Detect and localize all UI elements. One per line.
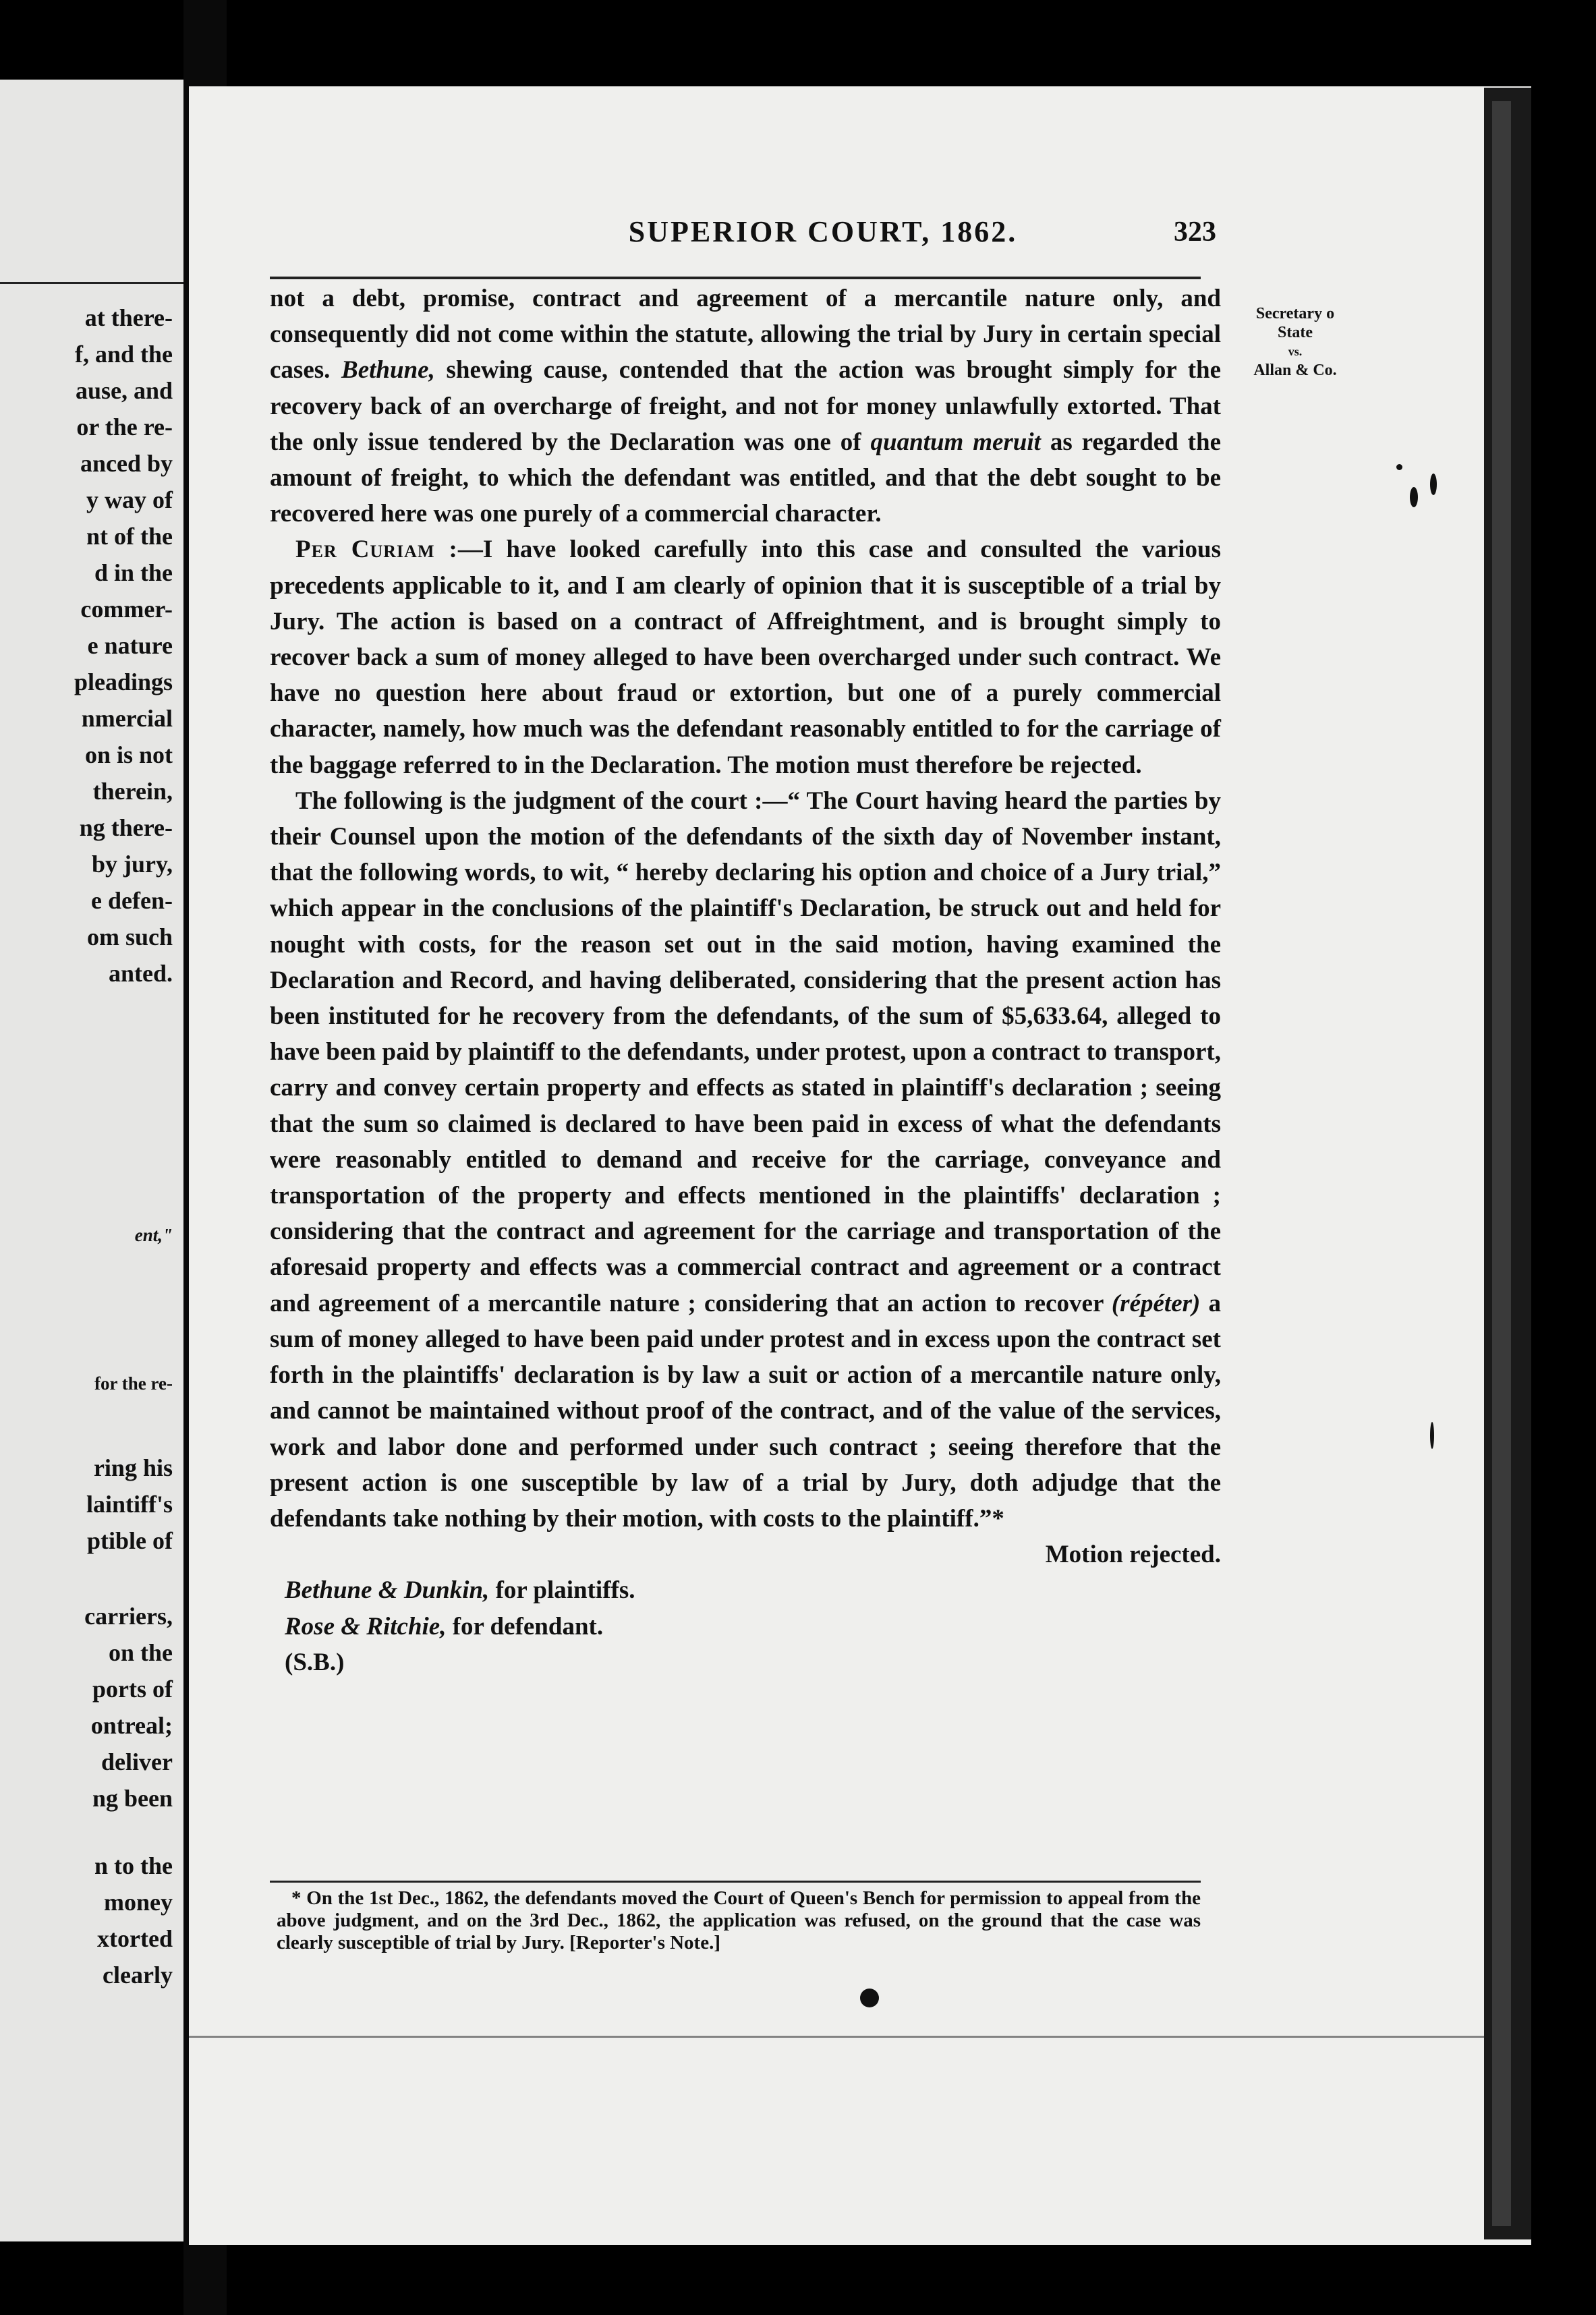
ink-speck [1396, 464, 1402, 470]
margin-note-line: State [1278, 324, 1313, 341]
ink-speck [1430, 1422, 1434, 1449]
counsel-role: for plaintiffs. [495, 1576, 635, 1605]
paragraph-judgment [270, 783, 1221, 1537]
reporter-initials: (S.B.) [285, 1648, 345, 1676]
opinion-body [270, 281, 1221, 1680]
facing-page-line: ptible of [86, 1527, 173, 1554]
paragraph-per-curiam [270, 532, 1221, 782]
counsel-defendant [270, 1609, 1221, 1645]
footnote [277, 1887, 1201, 1954]
counsel-name: Rose & Ritchie, [285, 1612, 447, 1640]
facing-page-line: ng there- [79, 814, 173, 841]
facing-page-line: ontreal; [90, 1712, 173, 1739]
latin-phrase: quantum meruit [870, 428, 1041, 456]
counsel-plaintiffs [270, 1572, 1221, 1608]
facing-page-line: at there- [84, 304, 173, 331]
facing-page-line: on is not [84, 741, 173, 768]
facing-page-line: carriers, [84, 1603, 173, 1630]
footnote-text: * On the 1st Dec., 1862, the defendants moved the Court of Queen's Bench for permission to appeal from the above judgment, and on the 3rd Dec., 1862, the application was refused, on the ground that the case was clearly susceptible of trial by Jury. [Reporter's Note.] [277, 1887, 1201, 1953]
facing-page-line: ause, and [75, 377, 173, 404]
margin-note-line: Allan & Co. [1253, 362, 1337, 379]
facing-page-line: or the re- [76, 413, 173, 440]
margin-note-line: Secretary o [1255, 305, 1335, 322]
judgment-text: The following is the judgment of the court :—“ The Court having heard the parties by their Counsel upon the motion of the defendants of the sixth day of November instant, that the following words, to wit, “ hereby declaring his option and choice of a Jury trial,” which appear in the conclusions of the plaintiff's Declaration, be struck out and held for nought with costs, for the reason set out in the said motion, having examined the Declaration and Record, and having deliberated, considering that the present action has been instituted for he recovery from the defendants, of the sum of $5,633.64, alleged to have been paid by plaintiff to the defendants, under protest, upon a contract to transport, carry and convey certain property and effects as stated in plaintiff's declaration ; seeing that the sum so claimed is declared to have been paid in excess of what the defendants were reasonably entitled to demand and receive for the carriage, conveyance and transportation of the property and effects mentioned in the plaintiffs' declaration ; considering that the contract and agreement for the carriage and transportation of the aforesaid property and effects was a commercial contract and agreement or a contract and agreement of a mercantile nature ; considering that an action to recover [270, 787, 1221, 1317]
facing-page-line: nt of the [86, 523, 173, 550]
paragraph-argument [270, 281, 1221, 532]
facing-page-line: deliver [101, 1748, 173, 1775]
ink-speck [860, 1989, 879, 2007]
facing-page-line: om such [86, 923, 173, 950]
facing-page-line: therein, [92, 778, 173, 805]
case-margin-note [1231, 304, 1359, 380]
running-head: SUPERIOR COURT, 1862. [628, 215, 1018, 248]
footnote-rule [270, 1881, 1201, 1883]
right-page-edge-highlight [1492, 101, 1511, 2226]
argument-text: as regarded the amount of freight, to which the defendant was entitled, and that the debt sought to be recovered here was one purely of a commercial character. [270, 428, 1222, 528]
facing-page-fragment [0, 80, 183, 2241]
facing-page-line: d in the [94, 559, 173, 586]
per-curiam-label: Per Curiam : [295, 536, 458, 564]
counsel-name: Bethune, [341, 356, 435, 384]
facing-page-line: y way of [86, 486, 173, 513]
facing-page-line: xtorted [97, 1925, 173, 1952]
ink-speck [1410, 487, 1418, 507]
facing-page-line: e defen- [91, 887, 173, 914]
counsel-role: for defendant. [452, 1612, 604, 1640]
facing-page-line: ports of [92, 1676, 173, 1703]
facing-page-line: laintiff's [86, 1491, 173, 1518]
facing-page-line: nmercial [81, 705, 173, 732]
facing-page-line: clearly [103, 1962, 173, 1989]
facing-page-line: ent," [134, 1225, 173, 1245]
ink-speck [1430, 474, 1437, 495]
facing-page-line: ring his [93, 1454, 173, 1481]
facing-page-line: n to the [94, 1852, 173, 1879]
french-term: (répéter) [1111, 1289, 1201, 1317]
judgment-text: a sum of money alleged to have been paid under protest and in excess upon the contract set forth in the plaintiffs' declaration is by law a suit or action of a mercantile nature only, and cannot be maintained without proof of the contract, and of the value of the services, work and labor done and performed under such contract ; seeing therefore that the present action is one susceptible by law of a trial by Jury, doth adjudge that the defendants take nothing by their motion, with costs to the plaintiff.”* [270, 1289, 1222, 1533]
facing-page-line: f, and the [74, 341, 173, 368]
facing-page-line: ng been [92, 1785, 173, 1812]
page-number: 323 [1174, 217, 1216, 248]
facing-page-line: by jury, [91, 851, 173, 878]
facing-page-line: for the re- [94, 1373, 173, 1394]
facing-page-line: anted. [108, 960, 173, 987]
page-crease [189, 2036, 1531, 2038]
facing-page-rule [0, 282, 183, 284]
margin-note-line: vs. [1288, 345, 1303, 358]
motion-result: Motion rejected. [1045, 1541, 1221, 1569]
counsel-name: Bethune & Dunkin, [285, 1576, 490, 1605]
facing-page-line: pleadings [74, 668, 173, 695]
facing-page-line: on the [108, 1639, 173, 1666]
facing-page-line: commer- [80, 596, 173, 623]
header-rule [270, 277, 1201, 279]
per-curiam-text: —I have looked carefully into this case and consulted the various precedents applicable to it, and I am clearly of opinion that it is susceptible of a trial by Jury. The action is based on a contract of Affreightment, and is brought simply to recover back a sum of money alleged to have been overcharged under such contract. We have no question here about fraud or extortion, but one of a purely commercial character, namely, how much was the defendant reasonably entitled to for the carriage of the baggage referred to in the Declaration. The motion must therefore be rejected. [270, 536, 1222, 779]
page-header [189, 215, 1531, 255]
facing-page-line: e nature [87, 632, 173, 659]
facing-page-line: money [104, 1889, 173, 1916]
argument-text: not a debt, promise, contract and agreement of a mercantile nature only, and consequently did not come within the statute, allowing the trial by Jury in certain special cases. [270, 285, 1221, 384]
facing-page-line: anced by [80, 450, 173, 477]
main-page [189, 86, 1531, 2245]
argument-text: shewing cause, contended that the action was brought simply for the recovery back of an overcharge of freight, and not for money unlawfully extorted. That the only issue tendered by the Declaration was one of [270, 356, 1222, 456]
